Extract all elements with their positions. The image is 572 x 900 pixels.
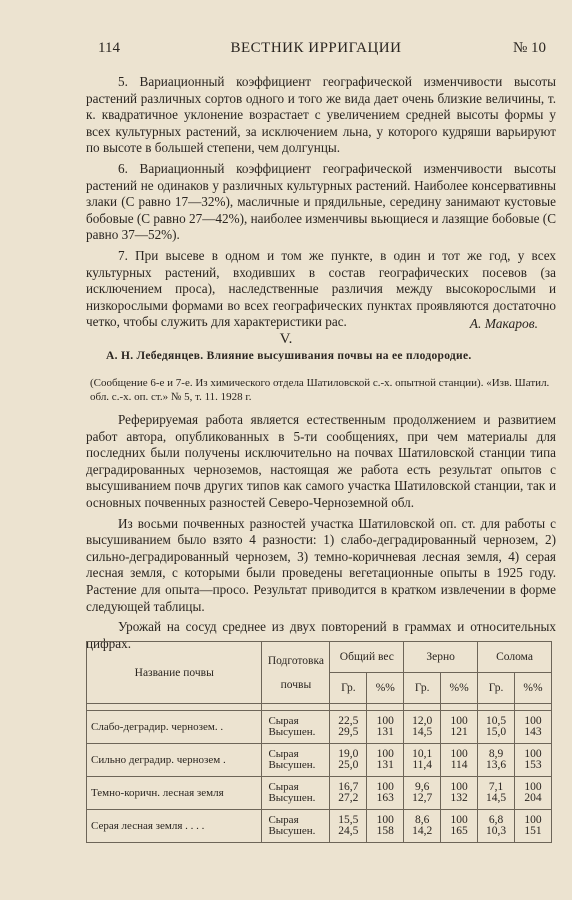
table-row — [87, 711, 552, 744]
value: 100 — [450, 814, 468, 826]
value: 10,5 — [485, 715, 507, 727]
value-cell — [515, 711, 552, 744]
value: 9,6 — [415, 781, 430, 793]
value: 121 — [450, 726, 468, 738]
review-text — [86, 412, 556, 656]
value: 143 — [524, 726, 542, 738]
subheader-abs: Гр. — [404, 673, 441, 704]
value-cell — [478, 810, 515, 843]
value-cell — [441, 810, 478, 843]
prep-cell — [262, 777, 330, 810]
value: 22,5 — [338, 715, 359, 727]
value: 100 — [376, 781, 394, 793]
value: 158 — [376, 825, 394, 837]
value: 8,6 — [415, 814, 430, 826]
value: 14,5 — [485, 792, 507, 804]
prep-label: Высушен. — [268, 825, 316, 837]
page-number: 114 — [98, 40, 120, 56]
prep-label: Сырая — [268, 748, 299, 760]
value: 14,5 — [412, 726, 433, 738]
prep-label: Высушен. — [268, 792, 316, 804]
value: 24,5 — [338, 825, 359, 837]
value: 100 — [450, 715, 468, 727]
value: 100 — [376, 814, 394, 826]
paragraph: Урожай на сосуд среднее из двух повторений в граммах и относительных цифрах. — [86, 619, 556, 651]
subheader-rel: %% — [441, 673, 478, 704]
value: 16,7 — [338, 781, 359, 793]
prep-label: Высушен. — [268, 726, 316, 738]
subheader-abs: Гр. — [478, 673, 515, 704]
soil-name: Слабо-деградир. чернозем. . — [87, 711, 262, 744]
paragraph: 6. Вариационный коэффициент географической изменчивости высоты растений не одинаков у различных культурных растений. Наиболее консервативны злаки (С равно 17—32%), масличные и прядильные, середину занимают кустовые бобовые (С равно 27—42%), наиболее изменчивы вьющиеся и лазящие бобовые (С равно 37—52%). — [86, 160, 556, 243]
article-title: А. Н. Лебедянцев. Влияние высушивания почвы на ее плодородие. — [106, 350, 472, 362]
value: 132 — [450, 792, 468, 804]
value-cell — [404, 744, 441, 777]
soil-name: Темно-коричн. лесная земля — [87, 777, 262, 810]
prep-cell — [262, 711, 330, 744]
value: 10,1 — [412, 748, 433, 760]
value: 131 — [376, 726, 394, 738]
prep-label: Сырая — [268, 715, 299, 727]
issue-number: № 10 — [512, 40, 546, 56]
column-header-prep — [262, 642, 330, 704]
paragraph: 5. Вариационный коэффициент географической изменчивости высоты растений различных сортов одного и того же вида дает очень близкие величины, т. к. квадратичное уклонение возрастает с увеличением средней высоты формы у всех культурных растений, за исключением льна, у которого кудряши варьируют по высоте в большей степени, чем долгунцы. — [86, 74, 556, 156]
value: 100 — [450, 781, 468, 793]
value: 14,2 — [412, 825, 433, 837]
value: 100 — [524, 715, 542, 727]
value: 7,1 — [488, 781, 504, 793]
subheader-rel: %% — [515, 673, 552, 704]
yield-table — [86, 641, 552, 843]
value: 15,0 — [485, 726, 507, 738]
value: 11,4 — [412, 759, 433, 771]
prep-cell — [262, 810, 330, 843]
value-cell — [367, 810, 404, 843]
value: 25,0 — [338, 759, 359, 771]
value: 100 — [524, 748, 542, 760]
subheader-rel: %% — [367, 673, 404, 704]
value-cell — [404, 810, 441, 843]
value-cell — [330, 777, 367, 810]
value-cell — [441, 744, 478, 777]
running-header — [86, 40, 546, 60]
value: 151 — [524, 825, 542, 837]
article-source: (Сообщение 6-е и 7-е. Из химического отдела Шатиловской с.-х. опытной станции). «Изв. Шатил. обл. с.-х. оп. ст.» № 5, т. 11. 1928 г. — [90, 377, 550, 403]
value: 13,6 — [485, 759, 507, 771]
prep-cell — [262, 744, 330, 777]
value: 27,2 — [338, 792, 359, 804]
soil-name: Серая лесная земля . . . . — [87, 810, 262, 843]
value: 100 — [524, 781, 542, 793]
prep-label: Высушен. — [268, 759, 316, 771]
value-cell — [478, 711, 515, 744]
paragraph: Из восьми почвенных разностей участка Шатиловской оп. ст. для работы с высушиванием было взято 4 разности: 1) слабо-деградированный чернозем, 2) сильно-деградированный чернозем, 3) темно-коричневая лесная земля, 4) серая лесная земля, с которыми были проведены вегетационные опыты в 1925 году. Растение для опыта—просо. Результат приводится в кратком извлечении в форме следующей таблицы. — [86, 515, 556, 614]
journal-title: ВЕСТНИК ИРРИГАЦИИ — [230, 40, 402, 56]
subheader-abs: Гр. — [330, 673, 367, 704]
table-row — [87, 777, 552, 810]
value: 8,9 — [488, 748, 504, 760]
value-cell — [515, 744, 552, 777]
paragraph: Реферируемая работа является естественным продолжением и развитием работ автора, опубликованных в 5-ти сообщениях, при чем материалы для последних были получены исключительно на почвах Шатиловской станции типа деградированных черноземов, настоящая же работа есть результат опытов с высушиванием почв других типов как самого участка Шатиловской станции, так и основных почвенных разностей Северо-Черноземной обл. — [86, 412, 556, 510]
table-row — [87, 744, 552, 777]
value: 12,0 — [412, 715, 433, 727]
value-cell — [367, 777, 404, 810]
value-cell — [330, 744, 367, 777]
value: 153 — [524, 759, 542, 771]
value-cell — [330, 810, 367, 843]
prep-header-line: почвы — [280, 678, 312, 691]
value: 29,5 — [338, 726, 359, 738]
value-cell — [330, 711, 367, 744]
author-signature: А. Макаров. — [469, 316, 538, 331]
table-row — [87, 810, 552, 843]
value-cell — [478, 777, 515, 810]
value: 204 — [524, 792, 542, 804]
soil-name: Сильно деградир. чернозем . — [87, 744, 262, 777]
value: 19,0 — [338, 748, 359, 760]
group-header: Зерно — [404, 642, 478, 673]
value: 100 — [524, 814, 542, 826]
value-cell — [441, 777, 478, 810]
value: 165 — [450, 825, 468, 837]
value-cell — [367, 711, 404, 744]
value: 12,7 — [412, 792, 433, 804]
prep-label: Сырая — [268, 781, 299, 793]
value-cell — [367, 744, 404, 777]
prep-label: Сырая — [268, 814, 299, 826]
value: 100 — [450, 748, 468, 760]
value: 10,3 — [485, 825, 507, 837]
value: 114 — [450, 759, 468, 771]
value: 131 — [376, 759, 394, 771]
value: 6,8 — [488, 814, 504, 826]
group-header: Общий вес — [330, 642, 404, 673]
value-cell — [404, 777, 441, 810]
value-cell — [515, 777, 552, 810]
conclusions-text — [86, 74, 556, 335]
value-cell — [515, 810, 552, 843]
paragraph: 7. При высеве в одном и том же пункте, в один и тот же год, у всех культурных растений, входивших в состав географических посевов (за исключением проса), наследственные различия между высокорослыми и низкорослыми формами во всех географических пунктах проявляются достаточно четко, чтобы служить для характеристики рас. — [86, 247, 556, 330]
value-cell — [404, 711, 441, 744]
value: 100 — [376, 748, 394, 760]
value-cell — [478, 744, 515, 777]
prep-header-line: Подготовка — [267, 654, 325, 667]
section-number: V. — [279, 331, 293, 347]
value: 100 — [376, 715, 394, 727]
value: 15,5 — [338, 814, 359, 826]
value-cell — [441, 711, 478, 744]
value: 163 — [376, 792, 394, 804]
column-header-name: Название почвы — [87, 642, 262, 704]
group-header: Солома — [478, 642, 552, 673]
